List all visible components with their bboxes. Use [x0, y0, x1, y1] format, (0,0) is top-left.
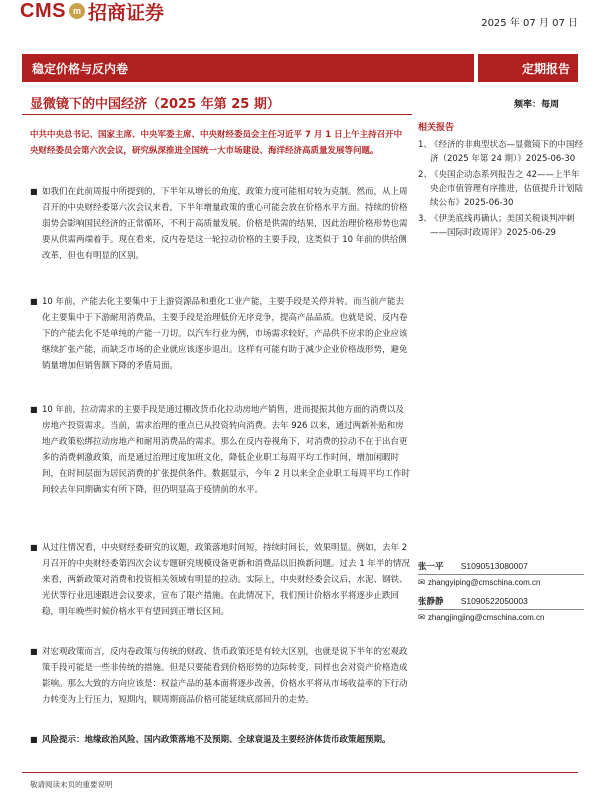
report-date: 2025 年 07 月 07 日: [481, 18, 578, 29]
paragraph-text: 10 年前，拉动需求的主要手段是通过棚改货币化拉动房地产销售，进而提振其他方面的消费以及房地产投资需求。当前，需求治理的重点已从投资转向消费。去年 926 以来，通过两新补贴和房地产政策松绑拉动房地产和耐用消费品的需求。那么在反内卷视角下，对消费的拉动不在于出台更多的消费刺激政策，而是通过治理过度加班文化，降低企业职工每周平均工作时间，增加闲暇时间，在时间层面为居民消费的扩张提供条件。数据显示，今年 2 月以来全企业职工每周平均工作时间较去年同期确实有所下降，但仍明显高于疫情前的水平。: [42, 405, 410, 495]
bullet-icon: ■: [30, 405, 38, 414]
topic-label: 稳定价格与反内卷: [32, 62, 129, 76]
logo-chinese: 招商证券: [87, 1, 164, 24]
analyst-divider: [418, 609, 584, 610]
analyst-divider: [418, 574, 584, 575]
paragraph-text: 从过往情况看，中央财经委研究的议题，政策落地时间短，持续时间长，效果明显。例如，去年 2 月召开的中央财经委第四次会议专题研究规模设备更新和消费品以旧换新问题。过去 1 年半的情况来看，两新政策对消费和投资相关领域有明显的拉动。实际上，中央财经委会议后，水泥、钢铁、光伏等行业迅速跟进会议要求，宣布了限产措施。在此情况下，我们预计价格水平将逐步止跌回稳，明年晚些时候价格水平有望回到正增长区间。: [42, 543, 410, 617]
footer-note: 敬请阅读末页的重要说明: [30, 780, 113, 789]
analyst-2-row: [418, 595, 528, 607]
analyst-email[interactable]: zhangyiping@cmschina.com.cn: [427, 578, 541, 587]
summary-paragraph: 中共中央总书记、国家主席、中央军委主席、中央财经委员会主任习近平 7 月 1 日上午主持召开中央财经委员会第六次会议，研究纵深推进全国统一大市场建设、海洋经济高质量发展等问题。: [30, 130, 403, 156]
analyst-2-email-row: [418, 613, 544, 623]
footer-divider: [22, 772, 578, 773]
related-report-link[interactable]: 《经济的非典型状态—显微镜下的中国经济（2025 年第 24 期）》2025-06-30: [430, 140, 584, 164]
related-reports-title: 相关报告: [418, 123, 455, 133]
bullet-icon: ■: [30, 297, 38, 306]
paragraph-text: 对宏观政策而言，反内卷政策与传统的财政、货币政策还是有较大区别，也就是说下半年的宏观政策手段可能是一些非传统的措施。但是只要能看到价格形势的边际转变，同样也会对资产价格造成影响。那么大致的方向应该是：权益产品的基本面将逐步改善，价格水平将从市场收益率的下行动力转变为上行压力，短期内，顺周期商品价格可能延续底部回升的走势。: [42, 647, 408, 705]
frequency-label: 频率：每周: [514, 100, 560, 110]
title-divider: [22, 114, 412, 115]
logo-mark-icon: m: [69, 3, 85, 19]
body-paragraph-2: [30, 294, 410, 374]
analyst-name: 张一平: [418, 562, 444, 572]
mail-icon: ✉: [418, 613, 428, 623]
bullet-icon: ■: [30, 735, 38, 744]
body-paragraph-3: [30, 402, 410, 498]
mail-icon: ✉: [418, 578, 428, 588]
analyst-1-email-row: [418, 578, 540, 588]
report-type-band: [478, 54, 578, 82]
analyst-email[interactable]: zhangjingjing@cmschina.com.cn: [427, 613, 545, 622]
analyst-cert: S1090513080007: [460, 561, 528, 571]
risk-text: 风险提示：地缘政治风险、国内政策落地不及预期、全球衰退及主要经济体货币政策超预期。: [42, 735, 391, 745]
analyst-name: 张静静: [418, 597, 444, 607]
related-report-link[interactable]: 《伊美底线再确认；美国关税谈判冲刺——国际时政周评》2025-06-29: [430, 214, 575, 238]
risk-warning: [30, 732, 410, 748]
logo-latin: CMS: [20, 0, 66, 22]
related-reports-list: [418, 138, 584, 242]
paragraph-text: 10 年前，产能去化主要集中于上游资源品和重化工业产能，主要手段是关停并转。而当前产能去化主要集中于下游耐用消费品，主要手段是治理低价无序竞争，提高产品品质。也就是说，反内卷下的产能去化不是单纯的产能一刀切。以汽车行业为例，市场需求较好，产品供不应求的企业应该继续扩张产能，而缺乏市场的企业就应该逐步退出。这样有可能有助于减少企业价格战形势，避免销量增加但销售额下降的矛盾局面。: [42, 297, 408, 371]
related-report-item[interactable]: 1、 《经济的非典型状态—显微镜下的中国经济（2025 年第 24 期）》2025-06-30: [418, 140, 584, 164]
page-title: 显微镜下的中国经济（2025 年第 25 期）: [30, 97, 280, 112]
analyst-1-row: [418, 560, 528, 572]
company-logo: [20, 0, 164, 22]
body-paragraph-4: [30, 540, 410, 620]
bullet-icon: ■: [30, 647, 38, 656]
related-report-link[interactable]: 《央国企动态系列报告之 42——上半年央企市值管理有序推进，估值提升计划陆续公布》2025-06-30: [430, 170, 584, 208]
related-report-item[interactable]: 3、 《伊美底线再确认；美国关税谈判冲刺——国际时政周评》2025-06-29: [418, 212, 584, 240]
related-report-item[interactable]: 2、 《央国企动态系列报告之 42——上半年央企市值管理有序推进，估值提升计划陆续公布》2025-06-30: [418, 170, 584, 208]
analyst-cert: S1090522050003: [460, 596, 528, 606]
topic-band: [22, 54, 474, 82]
body-paragraph-1: [30, 184, 410, 264]
paragraph-text: 如我们在此前周报中所提到的，下半年从增长的角度，政策力度可能相对较为克制。然而，从上周召开的中央财经委第六次会议来看，下半年增量政策的重心可能会放在价格水平方面。持续的价格弱势会影响国民经济的正常循环，不利于高质量发展。价格是供需的结果，因此治理价格形势也需要从供需两端着手。现在看来，反内卷是这一轮拉动价格的主要手段，这类似于 10 年前的供给侧改革，但也有明显的区别。: [42, 187, 408, 261]
bullet-icon: ■: [30, 187, 38, 196]
body-paragraph-5: [30, 644, 410, 708]
report-type-label: 定期报告: [521, 62, 570, 76]
bullet-icon: ■: [30, 543, 38, 552]
